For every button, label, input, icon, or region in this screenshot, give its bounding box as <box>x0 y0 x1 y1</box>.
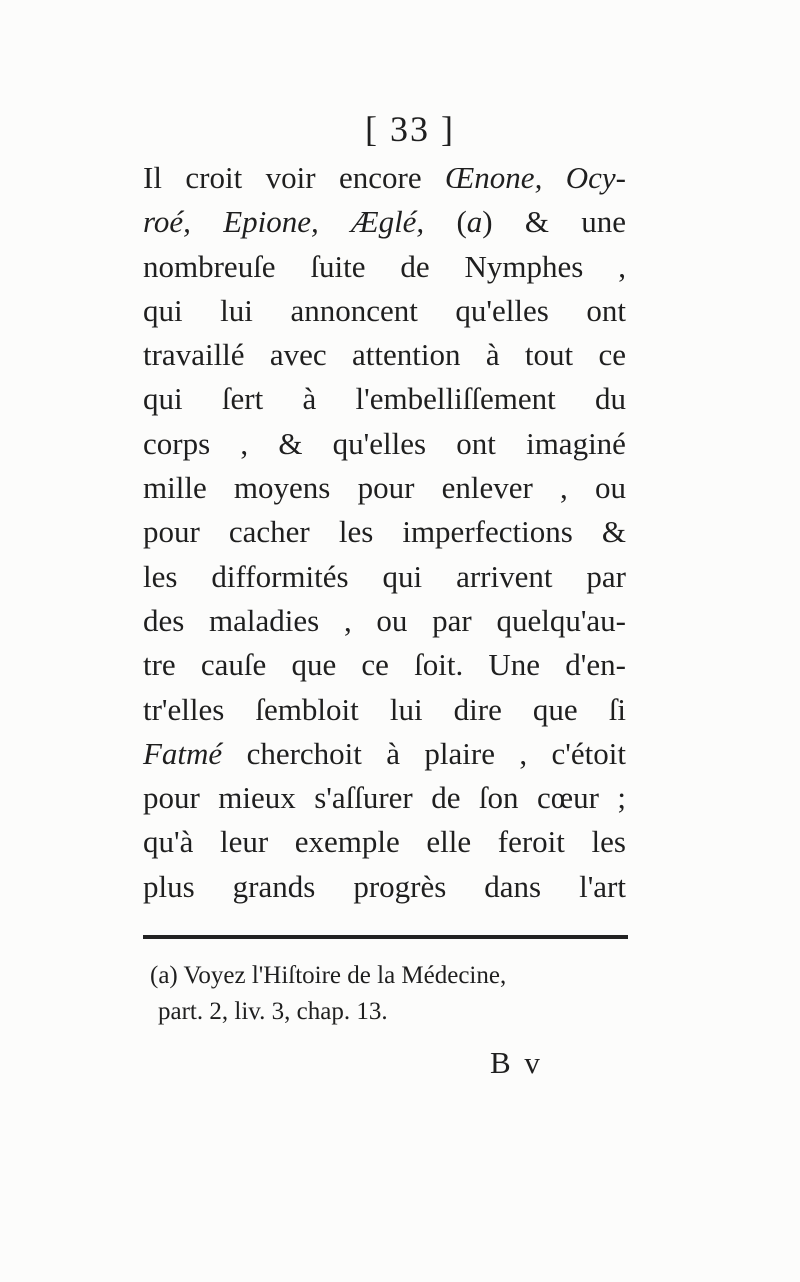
word: les <box>591 824 626 860</box>
word: Il <box>143 160 162 195</box>
word: qui <box>143 292 183 328</box>
word: moyens <box>233 470 331 506</box>
word: Nymphes <box>464 248 584 284</box>
word: avec <box>269 337 327 373</box>
word: (a) <box>456 204 493 240</box>
text-line <box>143 289 626 333</box>
word: maladies <box>209 602 320 638</box>
word: pour <box>143 514 200 550</box>
word: imperfections <box>402 514 573 550</box>
word: ont <box>456 425 496 461</box>
footnote-line-2: part. 2, liv. 3, chap. 13. <box>158 998 388 1025</box>
text-line <box>143 377 626 421</box>
word: , <box>240 425 249 461</box>
text-line <box>143 732 626 776</box>
word: à <box>485 337 500 373</box>
word: imaginé <box>526 425 626 461</box>
word: ſembloit <box>255 691 359 727</box>
word: mille <box>143 470 207 506</box>
word: que <box>532 691 578 727</box>
footnote <box>150 958 630 1030</box>
text-line <box>143 820 626 864</box>
word: lui <box>389 691 423 727</box>
word: nombreuſe <box>143 248 276 284</box>
word: d'en- <box>565 647 626 683</box>
word: Œnone, <box>445 160 543 195</box>
word: qu'elles <box>332 425 427 461</box>
word: les <box>338 514 374 550</box>
word: Epione, <box>223 204 319 240</box>
word: cauſe <box>200 647 267 683</box>
word: de <box>431 780 461 816</box>
word: dans <box>484 868 542 904</box>
word: ſon <box>478 780 519 816</box>
word: travaillé <box>143 337 245 373</box>
word: elle <box>426 824 472 860</box>
word: arrivent <box>456 558 553 594</box>
word: attention <box>352 337 461 373</box>
word: & <box>524 204 549 240</box>
word: Ocy- <box>565 160 626 195</box>
word: par <box>586 558 626 594</box>
word: feroit <box>497 824 565 860</box>
word: Æglé, <box>351 204 425 240</box>
page-number: [ 33 ] <box>365 109 455 149</box>
word: mieux <box>218 780 296 816</box>
footnote-line-1: (a) Voyez l'Hiſtoire de la Médecine, <box>150 962 507 989</box>
word: ce <box>361 647 389 683</box>
word: difformités <box>211 558 349 594</box>
word: & <box>278 425 303 461</box>
word: que <box>291 647 337 683</box>
word: c'étoit <box>551 735 626 771</box>
word: tr'elles <box>143 691 225 727</box>
text-line <box>143 510 626 554</box>
word: l'embelliſſement <box>355 381 556 417</box>
word: de <box>400 248 430 284</box>
word: , <box>519 735 528 771</box>
text-line <box>143 688 626 732</box>
word: à <box>386 735 401 771</box>
word: des <box>143 602 185 638</box>
word: qui <box>143 381 183 417</box>
word: ou <box>594 470 626 506</box>
word: plaire <box>424 735 495 771</box>
word: & <box>601 514 626 550</box>
text-line <box>143 776 626 820</box>
signature-mark: B v <box>490 1045 543 1080</box>
text-line <box>143 422 626 466</box>
text-line <box>143 865 626 909</box>
word: ſuite <box>310 248 366 284</box>
word: cherchoit <box>246 735 362 771</box>
word: par <box>432 602 472 638</box>
text-line <box>143 643 626 687</box>
text-line <box>143 200 626 244</box>
word: pour <box>143 780 200 816</box>
word: quelqu'au- <box>496 602 626 638</box>
word: progrès <box>353 868 447 904</box>
word: s'aſſurer <box>314 780 413 816</box>
word: pour <box>357 470 415 506</box>
word: , <box>560 470 568 506</box>
word: exemple <box>294 824 400 860</box>
word: roé, <box>143 204 191 240</box>
word: ont <box>586 292 626 328</box>
text-line <box>143 599 626 643</box>
word: cœur <box>536 780 599 816</box>
word: corps <box>143 425 211 461</box>
word: lui <box>220 292 253 328</box>
word: plus <box>143 868 195 904</box>
text-line <box>143 245 626 289</box>
text-line <box>143 555 626 599</box>
word: voir <box>265 160 316 195</box>
word: cacher <box>228 514 310 550</box>
word: qu'elles <box>455 292 549 328</box>
word: qui <box>382 558 423 594</box>
body-text <box>143 156 626 909</box>
word: encore <box>339 160 422 195</box>
word: dire <box>453 691 502 727</box>
word: ſoit. <box>414 647 464 683</box>
word: les <box>143 558 178 594</box>
word: ; <box>617 780 626 816</box>
word: Une <box>488 647 541 683</box>
word: croit <box>185 160 243 195</box>
word: l'art <box>579 868 626 904</box>
word: une <box>581 204 626 240</box>
word: tout <box>524 337 574 373</box>
text-line <box>143 333 626 377</box>
word: Fatmé <box>143 735 223 771</box>
word: ſert <box>221 381 264 417</box>
text-line <box>143 466 626 510</box>
word: tre <box>143 647 176 683</box>
word: grands <box>232 868 316 904</box>
word: , <box>343 602 352 638</box>
word: ou <box>376 602 408 638</box>
word: annoncent <box>290 292 418 328</box>
word: ce <box>598 337 626 373</box>
word: enlever <box>441 470 533 506</box>
word: ſi <box>608 691 626 727</box>
text-line <box>143 156 626 200</box>
word: leur <box>219 824 269 860</box>
word: à <box>302 381 317 417</box>
footnote-rule <box>143 935 628 939</box>
word: du <box>594 381 626 417</box>
word: , <box>618 248 626 284</box>
word: qu'à <box>143 824 194 860</box>
